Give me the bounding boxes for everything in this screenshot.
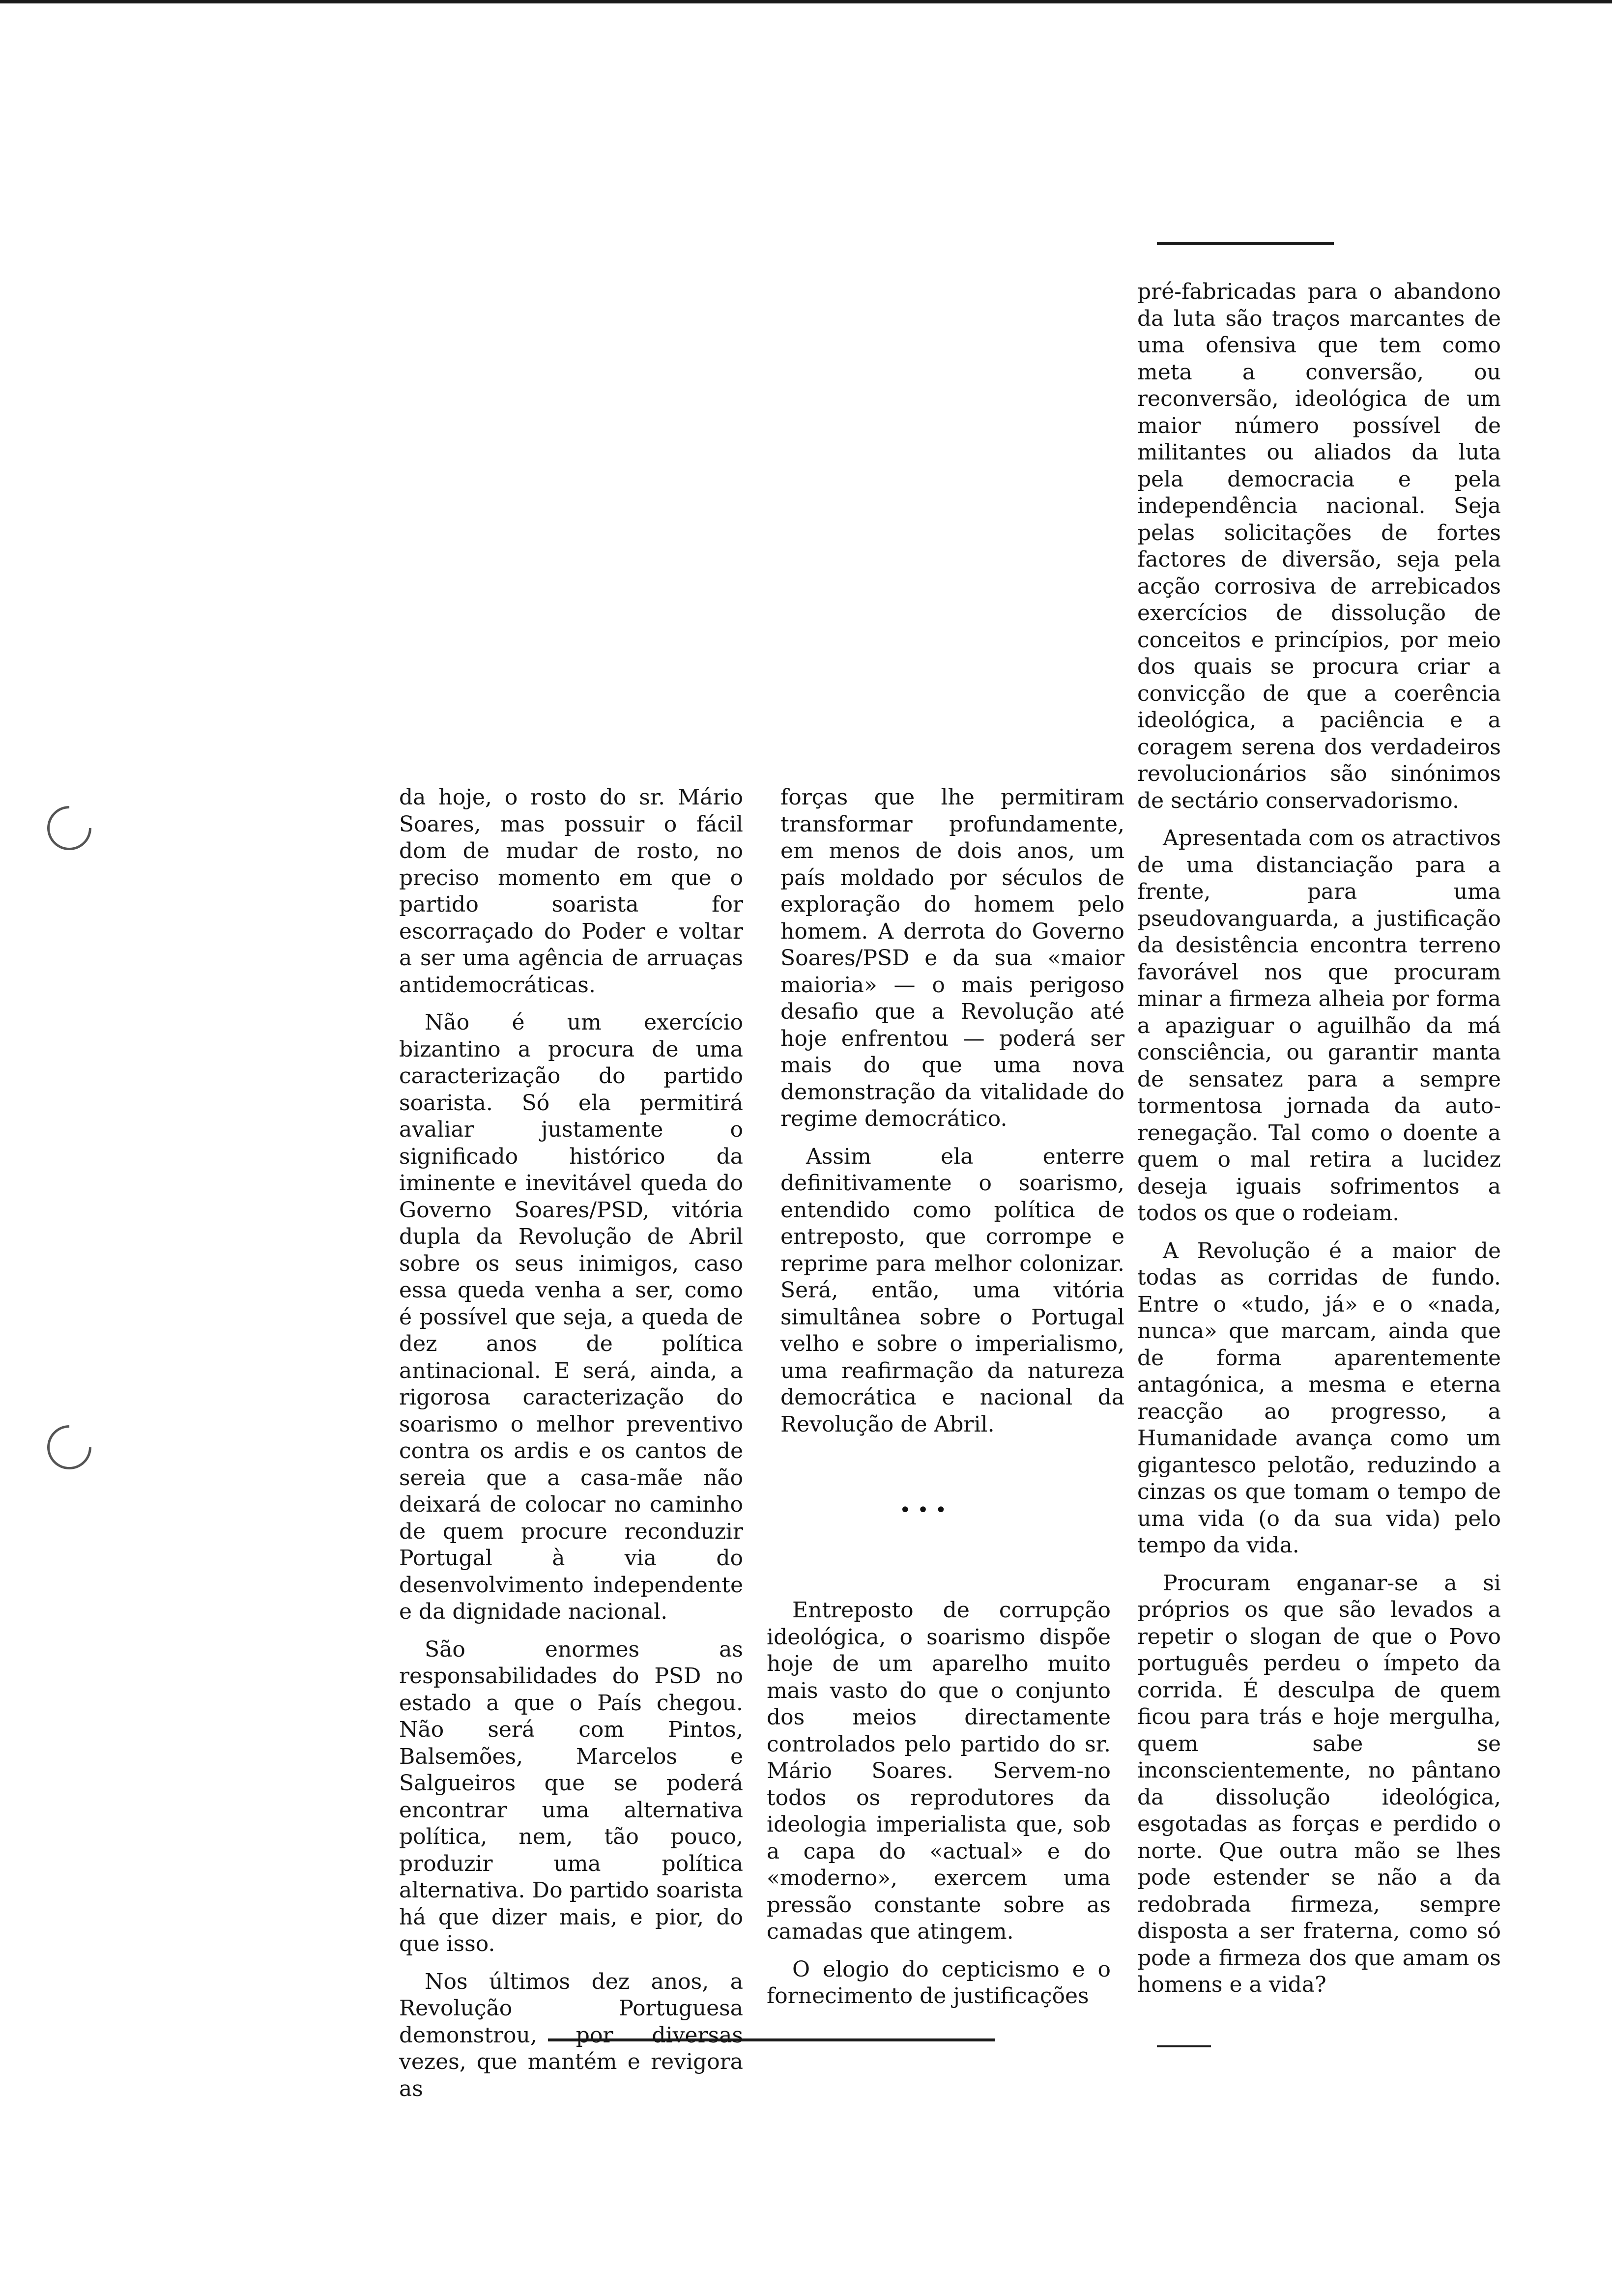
- column-1-paragraph: da hoje, o rosto do sr. Mário Soares, mas possuir o fácil dom de mudar de rosto, no preciso momento em que o partido soarista for escorraçado do Poder e voltar a ser uma agência de arruaças antidemocráticas.: [399, 785, 743, 998]
- column-3-paragraph: A Revolução é a maior de todas as corridas de fundo. Entre o «tudo, já» e o «nada, nunca» que marcam, ainda que de forma aparentemente antagónica, a mesma e eterna reacção ao progresso, a Humanidade avança como um gigantesco pelotão, reduzindo a cinzas os que tomam o tempo de uma vida (o da sua vida) pelo tempo da vida.: [1137, 1238, 1501, 1558]
- column-3-paragraph: Procuram enganar-se a si próprios os que são levados a repetir o slogan de que o Povo português perdeu o ímpeto da corrida. É desculpa de quem ficou para trás e hoje mergulha, quem sabe se inconscientemente, no pântano da dissolução ideológica, esgotadas as forças e perdido o norte. Que outra mão se lhes pode estender se não a da redobrada firmeza, sempre disposta a ser fraterna, como só pode a firmeza dos que amam os homens e a vida?: [1137, 1570, 1501, 1997]
- column-2-paragraph: Assim ela enterre definitivamente o soarismo, entendido como política de entreposto, que corrompe e reprime para melhor colonizar. Será, então, uma vitória simultânea sobre o Portugal velho e sobre o imperialismo, uma reafirmação da natureza democrática e nacional da Revolução de Abril.: [780, 1144, 1124, 1437]
- top-border-rule: [0, 0, 1612, 3]
- column-2-paragraph: forças que lhe permitiram transformar profundamente, em menos de dois anos, um país moldado por séculos de exploração do homem pelo homem. A derrota do Governo Soares/PSD e da sua «maior maioria» — o mais perigoso desafio que a Revolução até hoje enfrentou — poderá ser mais do que uma nova demonstração da vitalidade do regime democrático.: [780, 785, 1124, 1131]
- bottom-right-rule: [1157, 2045, 1211, 2047]
- column-2-lower-paragraph: O elogio do cepticismo e o fornecimento de justificações: [767, 1956, 1111, 2009]
- column-1-paragraph: Não é um exercício bizantino a procura de uma caracterização do partido soarista. Só ela permitirá avaliar justamente o significado histórico da iminente e inevitável queda do Governo Soares/PSD, vitória dupla da Revolução de Abril sobre os seus inimigos, caso essa queda venha a ser, como é possível que seja, a queda de dez anos de política antinacional. E será, ainda, a rigorosa caracterização do soarismo o melhor preventivo contra os ardis e os cantos de sereia que a casa-mãe não deixará de colocar no caminho de quem procure reconduzir Portugal à via do desenvolvimento independente e da dignidade nacional.: [399, 1010, 743, 1624]
- article-column-3: [1137, 279, 1501, 2009]
- article-column-1: [399, 784, 743, 2113]
- column-3-top-rule: [1157, 242, 1334, 245]
- punch-hole-lower: [38, 1416, 100, 1478]
- article-column-2: [780, 784, 1124, 1449]
- column-3-paragraph: Apresentada com os atractivos de uma distanciação para a frente, para uma pseudovanguarda, a justificação da desistência encontra terreno favorável nos que procuram minar a firmeza alheia por forma a apaziguar o aguilhão da má consciência, ou garantir manta de sensatez para a sempre tormentosa jornada da auto-renegação. Tal como o doente a quem o mal retira a lucidez deseja iguais sofrimentos a todos os que o rodeiam.: [1137, 826, 1501, 1226]
- column-1-paragraph: Nos últimos dez anos, a Revolução Portuguesa demonstrou, por diversas vezes, que mantém e revigora as: [399, 1969, 743, 2101]
- article-column-2-lower: [767, 1597, 1111, 2021]
- punch-hole-upper: [38, 797, 100, 859]
- column-3-paragraph: pré-fabricadas para o abandono da luta são traços marcantes de uma ofensiva que tem como meta a conversão, ou reconversão, ideológica de um maior número possível de militantes ou aliados da luta pela democracia e pela independência nacional. Seja pelas solicitações de fortes factores de diversão, seja pela acção corrosiva de arrebicados exercícios de dissolução de conceitos e princípios, por meio dos quais se procura criar a convicção de que a coerência ideológica, a paciência e a coragem serena dos verdadeiros revolucionários são sinónimos de sectário conservadorismo.: [1137, 279, 1501, 813]
- column-1-paragraph: São enormes as responsabilidades do PSD no estado a que o País chegou. Não será com Pintos, Balsemões, Marcelos e Salgueiros que se poderá encontrar uma alternativa política, nem, tão pouco, produzir uma política alternativa. Do partido soarista há que dizer mais, e pior, do que isso.: [399, 1636, 743, 1956]
- section-separator: • • •: [899, 1499, 947, 1521]
- column-2-lower-paragraph: Entreposto de corrupção ideológica, o soarismo dispõe hoje de um aparelho muito mais vasto do que o conjunto dos meios directamente controlados pelo partido do sr. Mário Soares. Servem-no todos os reprodutores da ideologia imperialista que, sob a capa do «actual» e do «moderno», exercem uma pressão constante sobre as camadas que atingem.: [767, 1598, 1111, 1944]
